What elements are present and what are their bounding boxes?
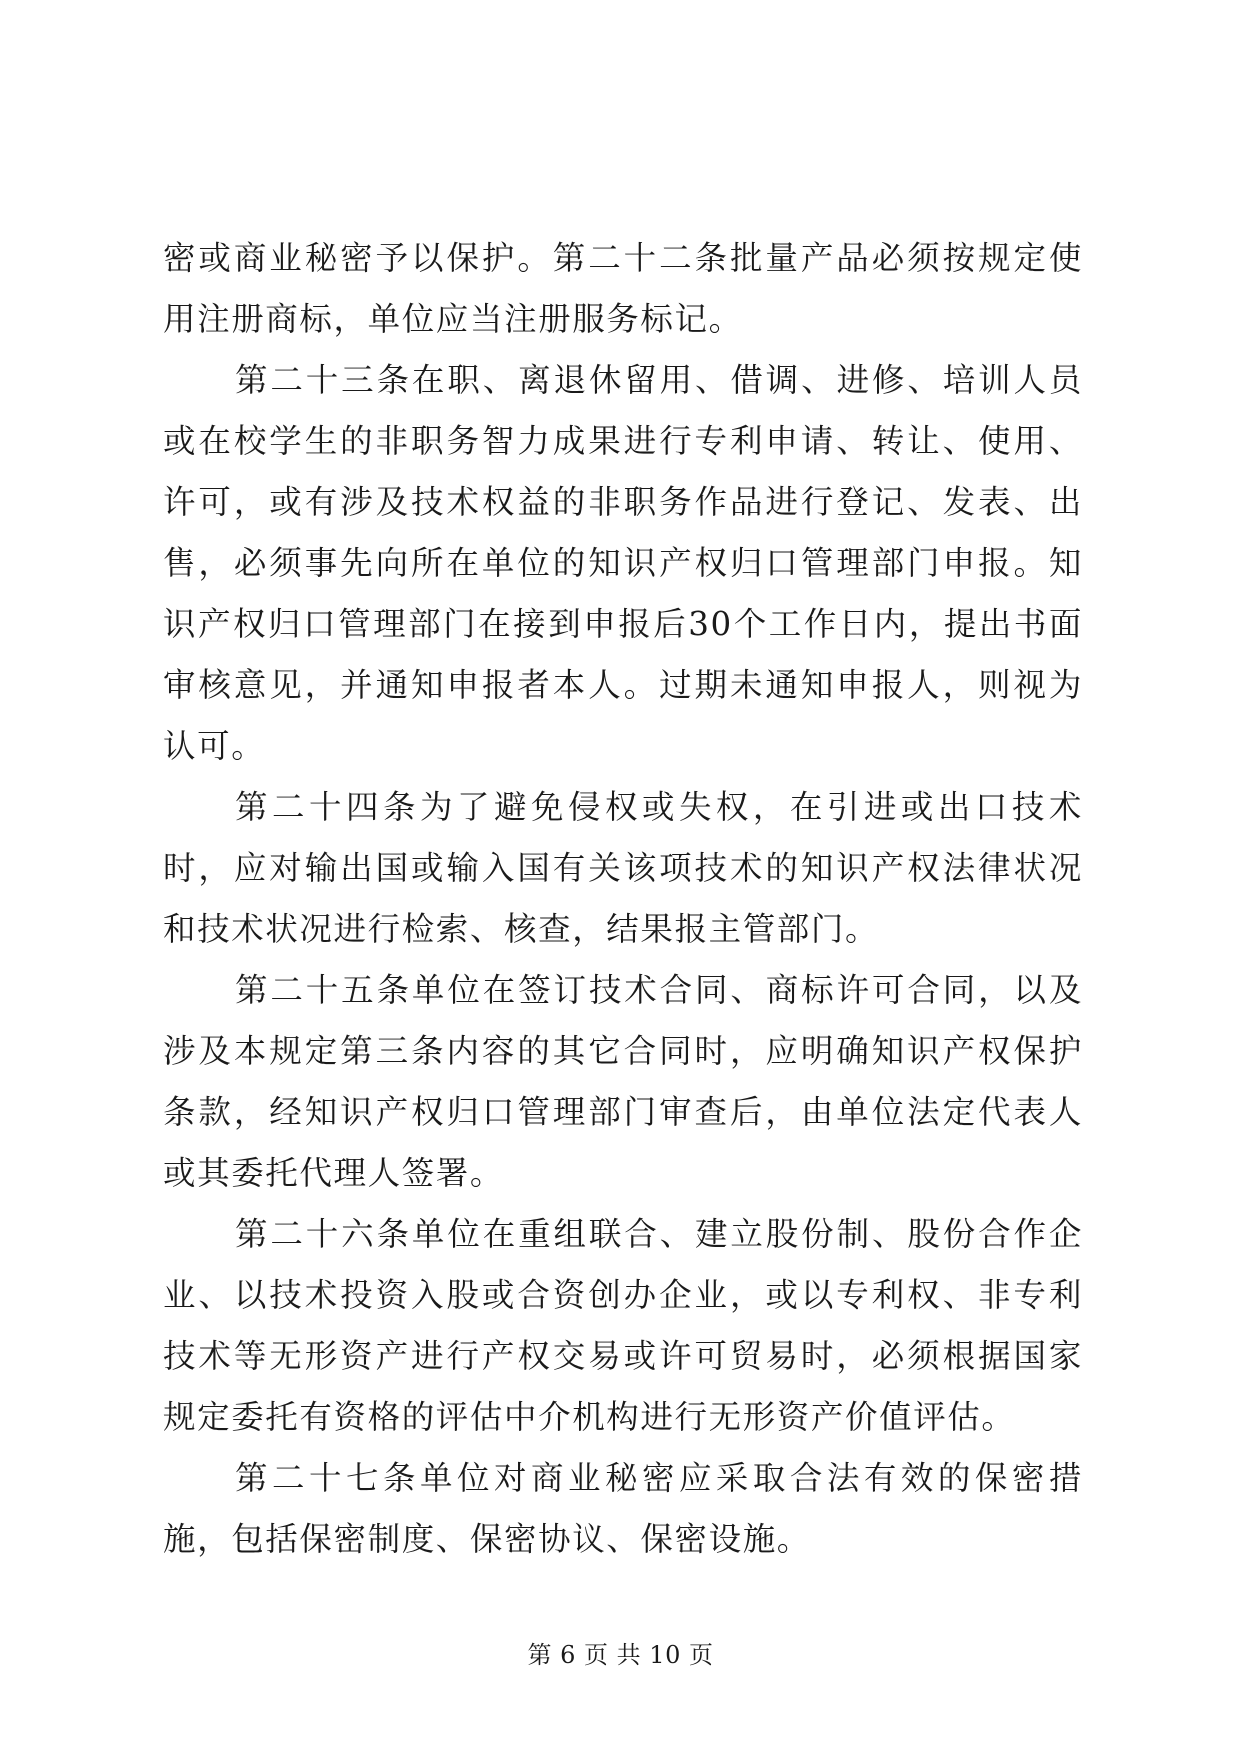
paragraph-article-27: 第二十七条单位对商业秘密应采取合法有效的保密措施，包括保密制度、保密协议、保密设施。 [163, 1459, 1083, 1558]
page-number: 第 6 页 共 10 页 [527, 1641, 714, 1669]
paragraph-article-25: 第二十五条单位在签订技术合同、商标许可合同，以及涉及本规定第三条内容的其它合同时，应明确知识产权保护条款，经知识产权归口管理部门审查后，由单位法定代表人或其委托代理人签署。 [163, 971, 1083, 1192]
paragraph-article-26: 第二十六条单位在重组联合、建立股份制、股份合作企业、以技术投资入股或合资创办企业，或以专利权、非专利技术等无形资产进行产权交易或许可贸易时，必须根据国家规定委托有资格的评估中介机构进行无形资产价值评估。 [163, 1215, 1083, 1436]
document-body [163, 228, 1083, 1570]
paragraph-article-24: 第二十四条为了避免侵权或失权，在引进或出口技术时，应对输出国或输入国有关该项技术的知识产权法律状况和技术状况进行检索、核查，结果报主管部门。 [163, 788, 1083, 948]
paragraph-continuation: 密或商业秘密予以保护。第二十二条批量产品必须按规定使用注册商标，单位应当注册服务标记。 [163, 239, 1083, 338]
page-footer [0, 1640, 1241, 1670]
paragraph-article-23: 第二十三条在职、离退休留用、借调、进修、培训人员或在校学生的非职务智力成果进行专利申请、转让、使用、许可，或有涉及技术权益的非职务作品进行登记、发表、出售，必须事先向所在单位的知识产权归口管理部门申报。知识产权归口管理部门在接到申报后30个工作日内，提出书面审核意见，并通知申报者本人。过期未通知申报人，则视为认可。 [163, 361, 1083, 765]
